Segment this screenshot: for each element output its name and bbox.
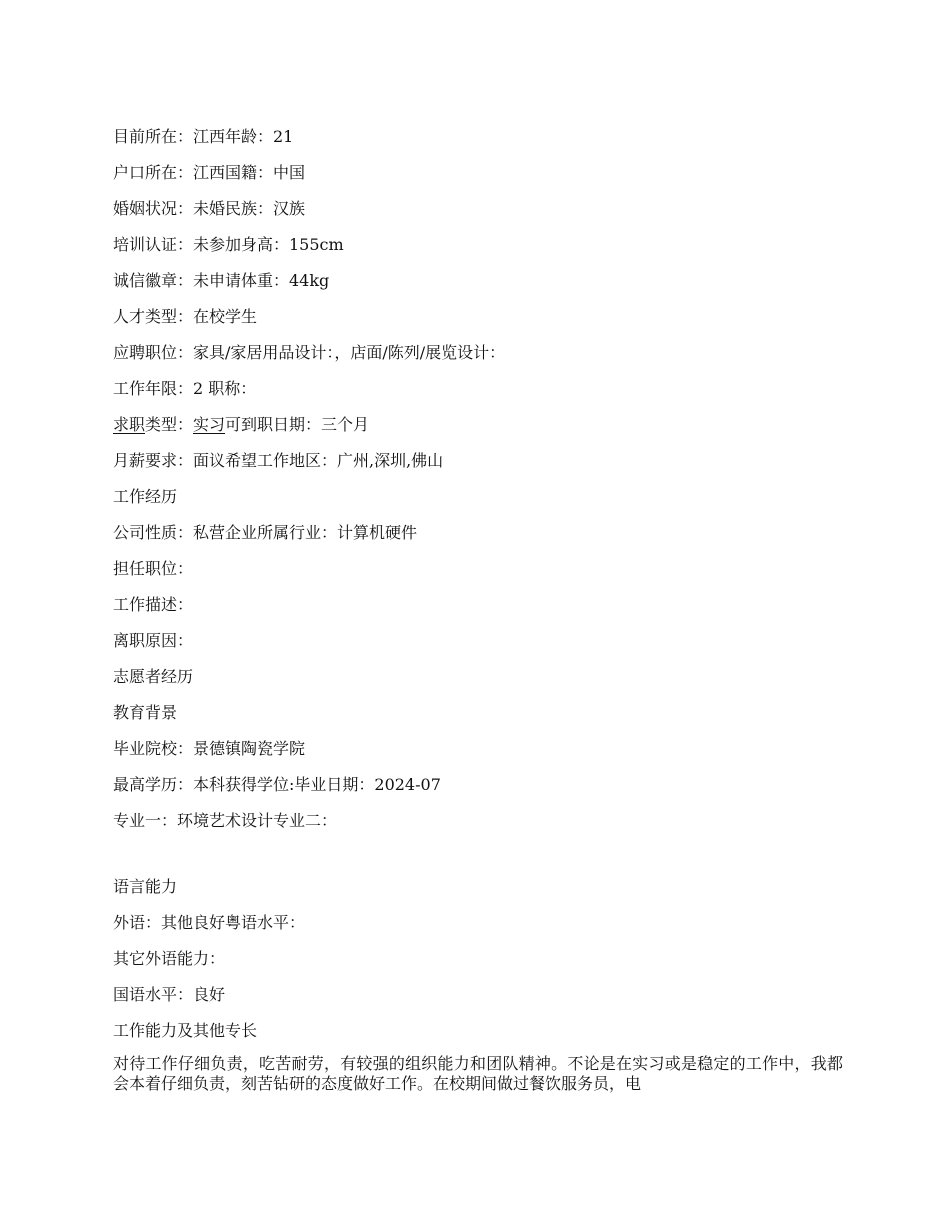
position-held: 担任职位： [113,559,194,578]
marital-ethnicity: 婚姻状况：未婚民族：汉族 [113,199,306,218]
salary-location: 月薪要求：面议希望工作地区：广州,深圳,佛山 [113,451,444,470]
mandarin-level: 国语水平：良好 [113,985,226,1004]
talent-type: 人才类型：在校学生 [113,307,258,326]
volunteer-heading: 志愿者经历 [113,667,194,686]
resume-document [113,122,843,1094]
job-type-row [113,410,843,446]
foreign-language: 外语：其他良好粤语水平： [113,913,306,932]
work-years-title: 工作年限：2 职称： [113,379,257,398]
skills-heading: 工作能力及其他专长 [113,1021,258,1040]
school: 毕业院校：景德镇陶瓷学院 [113,739,306,758]
education-heading: 教育背景 [113,703,178,722]
hukou-nationality: 户口所在：江西国籍：中国 [113,163,306,182]
work-experience-heading: 工作经历 [113,487,178,506]
applied-position: 应聘职位：家具/家居用品设计：，店面/陈列/展览设计： [113,343,506,362]
blank-gap [113,842,843,872]
training-height: 培训认证：未参加身高：155cm [113,235,344,254]
internship-link[interactable]: 实习 [193,415,226,434]
job-type-label: 类型： [145,415,194,434]
skills-paragraph: 对待工作仔细负责，吃苦耐劳，有较强的组织能力和团队精神。不论是在实习或是稳定的工作中，我都会本着仔细负责，刻苦钻研的态度做好工作。在校期间做过餐饮服务员，电 [113,1054,843,1093]
majors: 专业一：环境艺术设计专业二： [113,811,338,830]
available-date: 可到职日期：三个月 [225,415,370,434]
job-description: 工作描述： [113,595,194,614]
badge-weight: 诚信徽章：未申请体重：44kg [113,271,330,290]
current-location-age: 目前所在：江西年龄：21 [113,127,294,146]
job-type-link[interactable]: 求职 [113,415,146,434]
language-heading: 语言能力 [113,877,178,896]
other-languages: 其它外语能力： [113,949,226,968]
degree-graduation: 最高学历：本科获得学位:毕业日期：2024-07 [113,775,441,794]
company-industry: 公司性质：私营企业所属行业：计算机硬件 [113,523,418,542]
leaving-reason: 离职原因： [113,631,194,650]
